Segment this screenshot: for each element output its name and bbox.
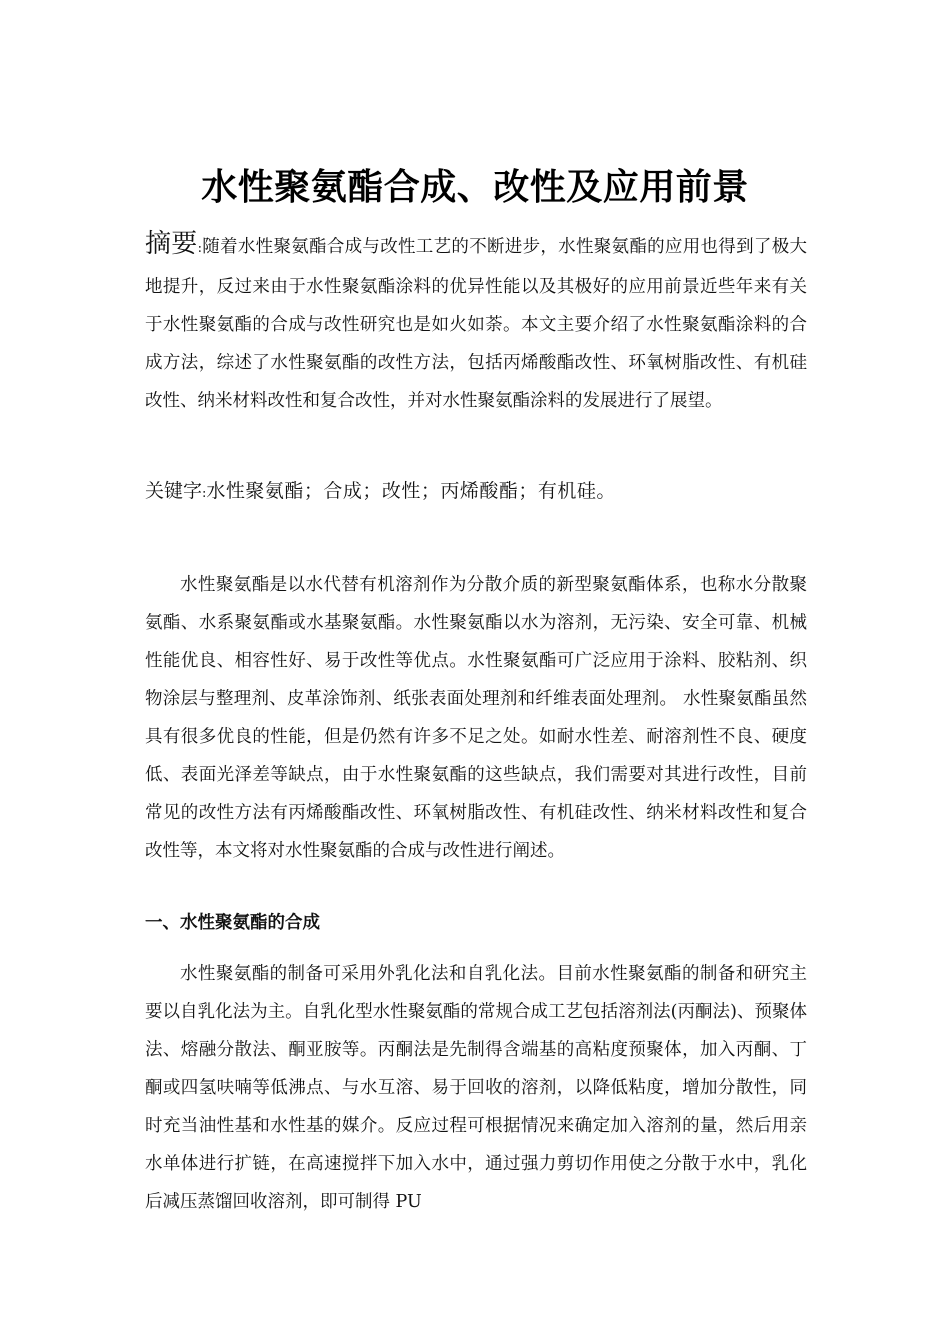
intro-paragraph: 水性聚氨酯是以水代替有机溶剂作为分散介质的新型聚氨酯体系，也称水分散聚氨酯、水系聚氨酯或水基聚氨酯。水性聚氨酯以水为溶剂，无污染、安全可靠、机械性能优良、相容性好、易于改性等优点。水性聚氨酯可广泛应用于涂料、胶粘剂、织物涂层与整理剂、皮革涂饰剂、纸张表面处理剂和纤维表面处理剂。 水性聚氨酯虽然具有很多优良的性能，但是仍然有许多不足之处。如耐水性差、耐溶剂性不良、硬度低、表面光泽差等缺点，由于水性聚氨酯的这些缺点，我们需要对其进行改性，目前常见的改性方法有丙烯酸酯改性、环氧树脂改性、有机硅改性、纳米材料改性和复合改性等，本文将对水性聚氨酯的合成与改性进行阐述。 xyxy=(145,575,807,861)
document-title: 水性聚氨酯合成、改性及应用前景 xyxy=(201,167,749,209)
keywords-text: 水性聚氨酯；合成；改性；丙烯酸酯；有机硅。 xyxy=(206,480,616,502)
section-paragraph: 水性聚氨酯的制备可采用外乳化法和自乳化法。目前水性聚氨酯的制备和研究主要以自乳化法为主。自乳化型水性聚氨酯的常规合成工艺包括溶剂法(丙酮法)、预聚体法、熔融分散法、酮亚胺等。丙酮法是先制得含端基的高粘度预聚体，加入丙酮、丁酮或四氢呋喃等低沸点、与水互溶、易于回收的溶剂，以降低粘度，增加分散性，同时充当油性基和水性基的媒介。反应过程可根据情况来确定加入溶剂的量，然后用亲水单体进行扩链，在高速搅拌下加入水中，通过强力剪切作用使之分散于水中，乳化后减压蒸馏回收溶剂，即可制得 PU xyxy=(145,964,807,1212)
abstract-colon: : xyxy=(197,241,202,256)
keywords-colon: : xyxy=(202,486,207,501)
keywords-label: 关键字 xyxy=(145,480,203,502)
abstract-label: 摘要 xyxy=(145,229,198,259)
abstract-paragraph xyxy=(145,225,807,420)
section-heading: 一、水性聚氨酯的合成 xyxy=(145,913,320,933)
keywords-line xyxy=(145,472,807,513)
abstract-text: 随着水性聚氨酯合成与改性工艺的不断进步，水性聚氨酯的应用也得到了极大地提升，反过来由于水性聚氨酯涂料的优异性能以及其极好的应用前景近些年来有关于水性聚氨酯的合成与改性研究也是如火如荼。本文主要介绍了水性聚氨酯涂料的合成方法，综述了水性聚氨酯的改性方法，包括丙烯酸酯改性、环氧树脂改性、有机硅改性、纳米材料改性和复合改性，并对水性聚氨酯涂料的发展进行了展望。 xyxy=(145,237,807,411)
